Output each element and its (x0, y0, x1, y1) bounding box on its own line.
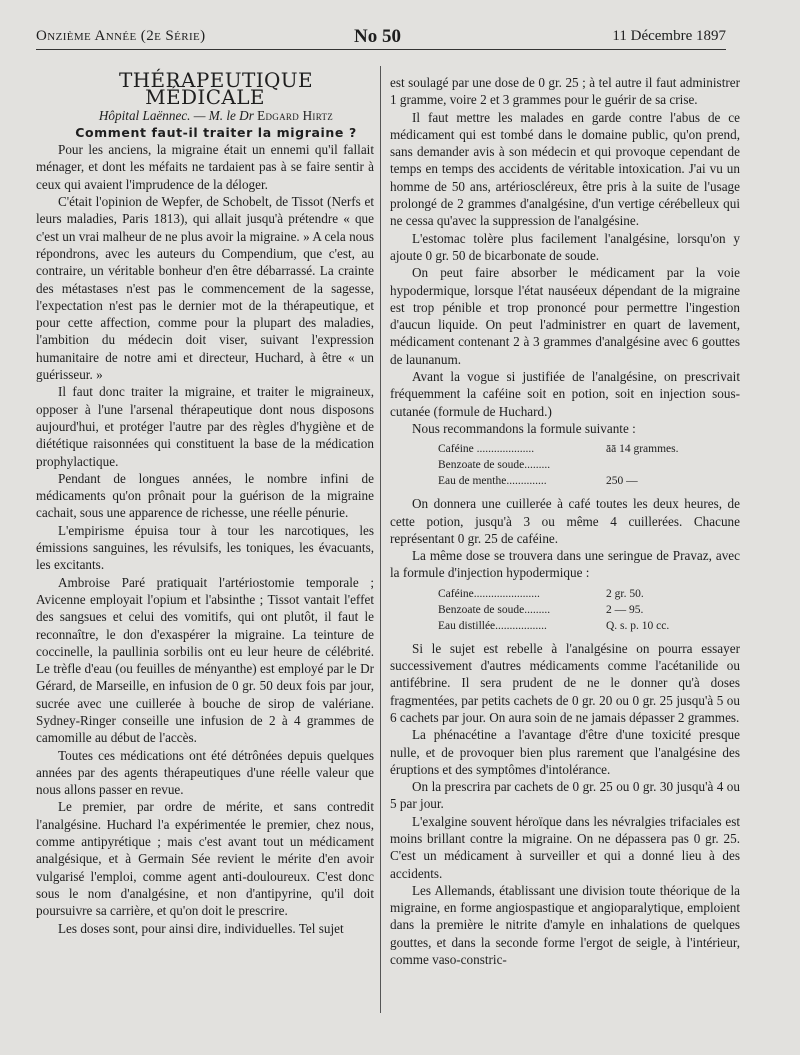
right-column (390, 74, 740, 968)
paragraph: Ambroise Paré pratiquait l'artériostomie temporale ; Avicenne employait l'opium et l'absinthe ; Tissot vantait l'effet des sangsues et celui des vomitifs, qui ont plutôt, il faut le reconnaître, le don d'exaspérer la migraine. La teinture de coccinelle, la paullinia sorbilis ont eu leur heure de célébrité. Le trèfle d'eau (ou feuilles de ményanthe) est employé par le Dr Gérard, de Marseille, en infusion de 0 gr. 50 deux fois par jour, sucrée avec une cuillerée à bouche de sirop de valériane. Sydney-Ringer conseille une infusion de 2 à 4 grammes de camomille au début de l'accès. (36, 574, 374, 746)
header-rule (36, 49, 726, 50)
formula-quantity: 2 — 95. (606, 603, 644, 616)
formula-quantity: Q. s. p. 10 cc. (606, 619, 670, 632)
paragraph: Toutes ces médications ont été détrônées depuis quelques années par des agents thérapeutiques d'une réelle valeur que nous allons passer en revue. (36, 747, 374, 798)
paragraph: On peut faire absorber le médicament par la voie hypodermique, lorsque l'état nauséeux dépendant de la migraine est trop pénible et trop prononcé pour permettre l'ingestion d'aucun liquide. On peut l'administrer en quart de lavement, médicament contenant 2 à 3 grammes d'analgésine avec 6 gouttes de launanum. (390, 265, 740, 367)
formula-ingredient: Caféine .................... (438, 443, 535, 456)
formula-row (438, 441, 740, 457)
formula-quantity: 2 gr. 50. (606, 587, 644, 600)
left-column (36, 68, 374, 937)
paragraph: Les Allemands, établissant une division toute théorique de la migraine, en forme angiospastique et angioparalytique, emploient dans la première le nitrite d'amyle en inhalations de quelques gouttes, et dans la seconde forme l'ergot de seigle, à l'intérieur, comme vaso-constric- (390, 882, 740, 968)
formula-ingredient: Caféine....................... (438, 587, 540, 600)
issue-number: No 50 (354, 26, 401, 47)
formula-row (438, 602, 740, 618)
formula-row (438, 473, 740, 489)
issue-series: Onzième Année (2e Série) (36, 28, 206, 44)
formula-quantity: āā 14 grammes. (606, 443, 679, 456)
paragraph: Le premier, par ordre de mérite, et sans contredit l'analgésine. Huchard l'a expérimentée le premier, chez nous, comme antipyrétique ; mais c'est avant tout un médicament analgésique, et à Germain Sée revient le mérite d'en avoir vulgarisé l'emploi, comme agent anti-douloureux. C'est donc sous le nom d'analgésine, et non d'antipyrine, qu'il doit poursuivre sa carrière, et qu'on doit le prescrire. (36, 799, 374, 919)
paragraph: Il faut mettre les malades en garde contre l'abus de ce médicament qui est tombé dans le domaine public, qu'on prend, sans demander avis à son médecin et qui provoque cependant de temps en temps des accidents de véritable intoxication. J'ai vu un homme de 50 ans, artérioscléreux, être pris à la suite de l'usage prolongé de 2 grammes d'analgésine, d'un vertige cérébelleux qui ne cessa qu'avec la suppression de l'analgésine. (390, 109, 740, 229)
formula-injection (438, 586, 740, 634)
paragraph: Pendant de longues années, le nombre infini de médicaments qu'on prônait pour la guérison de la migraine cachait, sous une apparence de richesse, une réelle pénurie. (36, 470, 374, 521)
formula-quantity: 250 — (606, 475, 638, 488)
paragraph: Pour les anciens, la migraine était un ennemi qu'il fallait ménager, et dont les méfaits ne tardaient pas à se faire sentir à ceux qui avaient l'imprudence de la déloger. (36, 142, 374, 192)
paragraph: Si le sujet est rebelle à l'analgésine on pourra essayer successivement d'autres médicaments comme l'acétanilide ou antifébrine. Il sera prudent de ne le donner qu'à doses fragmentées, par petits cachets de 0 gr. 20 ou 0 gr. 25 jusqu'à 5 ou 6 cachets par jour. On aura soin de ne jamais dépasser 2 grammes. (390, 640, 740, 725)
formula-ingredient: Benzoate de soude......... (438, 459, 551, 472)
paragraph: L'estomac tolère plus facilement l'analgésine, lorsqu'on y ajoute 0 gr. 50 de bicarbonate de soude. (390, 230, 740, 263)
paragraph: La phénacétine a l'avantage d'être d'une toxicité presque nulle, et de provoquer bien plus rarement que l'analgésine des éruptions et des symptômes d'intolérance. (390, 727, 740, 777)
paragraph: Avant la vogue si justifiée de l'analgésine, on prescrivait fréquemment la caféine soit en potion, soit en injection sous-cutanée (formule de Huchard.) (390, 369, 740, 419)
formula-potion (438, 441, 740, 489)
running-head (36, 26, 726, 50)
section-title: THÉRAPEUTIQUE MÉDICALE (118, 68, 314, 110)
column-rule (380, 66, 381, 1013)
paragraph: C'était l'opinion de Wepfer, de Schobelt, de Tissot (Nerfs et leurs maladies, Paris 1813), qui allait jusqu'à prétendre « que c'est un vrai malheur de ne plus avoir la migraine. » A cela nous répondrons, avec les auteurs du Compendium, que c'est, au contraire, un véritable bonheur d'en être débarrassé. La crainte des métastases n'est pas le commencement de la sagesse, l'expectation n'est pas le dernier mot de la thérapeutique, et pour cette affection, comme pour la plupart des maladies, l'ambition du médecin doit viser, suivant l'expression humanitaire de notre ami et directeur, Huchard, à être « un guérisseur. » (36, 194, 374, 383)
byline-place: Hôpital Laënnec. — M. le Dr (98, 107, 254, 123)
formula-quantity (606, 457, 716, 473)
formula-ingredient: Eau distillée.................. (438, 619, 547, 632)
issue-date: 11 Décembre 1897 (612, 28, 726, 44)
byline-author: Edgard Hirtz (257, 107, 334, 123)
paragraph: On la prescrira par cachets de 0 gr. 25 ou 0 gr. 30 jusqu'à 4 ou 5 par jour. (390, 779, 740, 812)
paragraph: L'exalgine souvent héroïque dans les névralgies trifaciales est moins brillant contre la migraine. On ne dépassera pas 0 gr. 25. C'est un médicament à surveiller et qui a donné lieu à des accidents. (390, 813, 740, 881)
paragraph: L'empirisme épuisa tour à tour les narcotiques, les émissions sanguines, les révulsifs, les toniques, les évacuants, les excitants. (36, 522, 374, 573)
paragraph: Nous recommandons la formule suivante : (412, 420, 636, 436)
paragraph: Il faut donc traiter la migraine, et traiter le migraineux, opposer à l'une l'arsenal thérapeutique dont nous disposons aujourd'hui, et protéger l'autre par des règles d'hygiène et de diététique raisonnées qui constituent la base de la médication prophylactique. (36, 384, 374, 469)
formula-row (438, 457, 740, 473)
paragraph: On donnera une cuillerée à café toutes les deux heures, de cette potion, jusqu'à 3 ou même 4 cuillerées. Chacune représentant 0 gr. 25 de caféine. (390, 496, 740, 546)
paragraph: La même dose se trouvera dans une seringue de Pravaz, avec la formule d'injection hypodermique : (390, 548, 740, 581)
formula-ingredient: Eau de menthe.............. (438, 475, 547, 488)
formula-row (438, 618, 740, 634)
byline (36, 107, 374, 124)
paragraph: Les doses sont, pour ainsi dire, individuelles. Tel sujet (58, 920, 344, 936)
formula-row (438, 586, 740, 602)
paragraph: est soulagé par une dose de 0 gr. 25 ; à tel autre il faut administrer 1 gramme, voire 2 et 3 grammes pour le guérir de sa crise. (390, 75, 740, 108)
formula-ingredient: Benzoate de soude......... (438, 603, 551, 616)
article-subtitle: Comment faut-il traiter la migraine ? (75, 124, 357, 140)
